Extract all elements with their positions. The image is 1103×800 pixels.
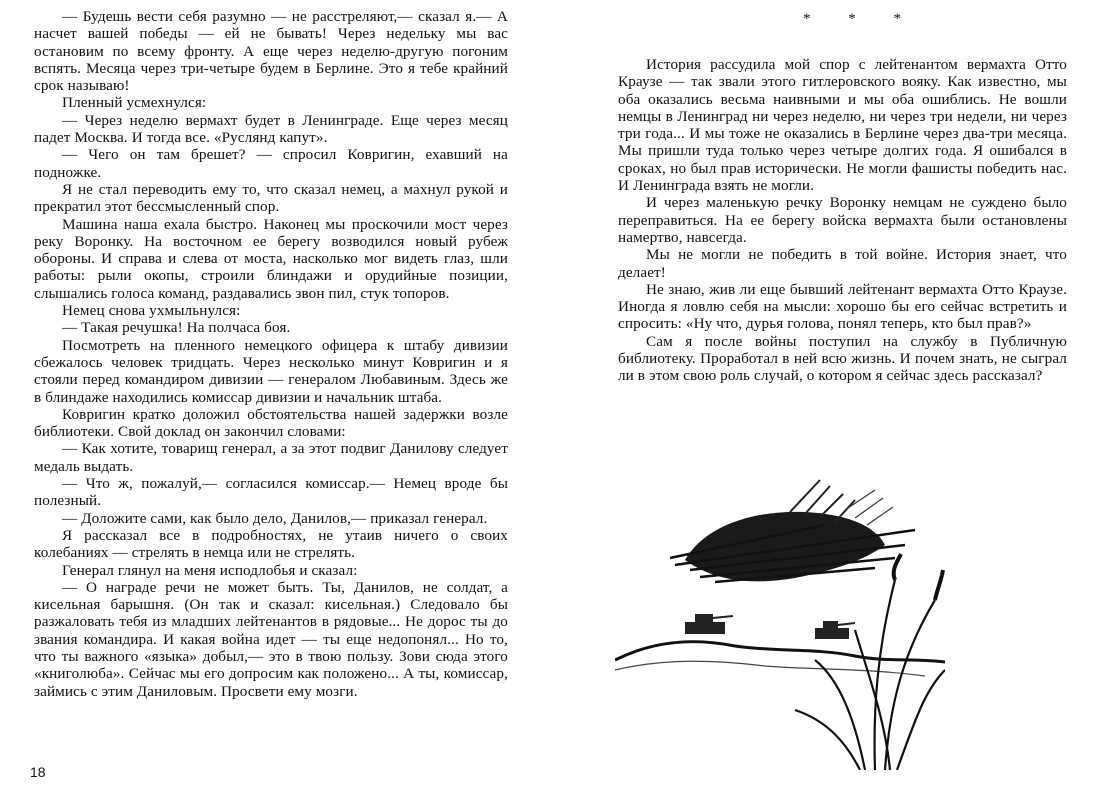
paragraph: Немец снова ухмыльнулся: <box>62 302 241 320</box>
paragraph: Ковригин кратко доложил обстоятельства нашей задержки возле библиотеки. Свой доклад он закончил словами: <box>34 405 508 441</box>
right-page <box>555 0 1103 800</box>
paragraph: Не знаю, жив ли еще бывший лейтенант вермахта Отто Краузе. Иногда я ловлю себя на мысли: хорошо бы его сейчас встретить и спросить: «Ну что, дурья голова, понял теперь, кто был прав?» <box>618 280 1067 333</box>
paragraph: Машина наша ехала быстро. Наконец мы проскочили мост через реку Воронку. На восточном ее берегу возводился новый рубеж обороны. И справа и слева от моста, насколько мог видеть глаз, шли работы: рыли окопы, строили блиндажи и орудийные позиции, слышались голоса команд, раздавались звон пил, стук топоров. <box>34 215 508 302</box>
paragraph: — О награде речи не может быть. Ты, Данилов, не солдат, а кисельная барышня. (Он так и сказал: кисельная.) Следовало бы разжаловать тебя из младших лейтенантов в рядовые... Не дорос ты до звания командира. И какая война идет — ты еще недопонял... Но то, что ты важного «языка» добыл,— это в твою пользу. Зови сюда этого «книголюба». Сейчас мы его допросим как положено... А ты, комиссар, займись с этим Даниловым. Просвети ему мозги. <box>34 578 508 700</box>
left-page-text <box>34 8 508 700</box>
battlefield-illustration <box>615 470 945 770</box>
paragraph: Я не стал переводить ему то, что сказал немец, а махнул рукой и прекратил этот бессмысленный спор. <box>34 180 508 216</box>
paragraph: История рассудила мой спор с лейтенантом вермахта Отто Краузе — так звали этого гитлеровского вояку. Как известно, мы оба оказались весьма наивными и мы оба ошиблись. Не вошли немцы в Ленинград ни через неделю, ни через три недели, ни через три года... И мы тоже не оказались в Берлине через два-три месяца. Мы пришли туда только через четыре долгих года. Я ошибался в сроках, но был прав исторически. Не могли фашисты победить нас. И Ленинграда взять не могли. <box>618 56 1067 195</box>
paragraph: Генерал глянул на меня исподлобья и сказал: <box>62 561 358 579</box>
reeds <box>795 580 945 770</box>
paragraph: — Что ж, пожалуй,— согласился комиссар.— Немец вроде бы полезный. <box>34 475 508 510</box>
paragraph: — Доложите сами, как было дело, Данилов,— приказал генерал. <box>62 509 488 527</box>
terrain-line <box>615 642 945 662</box>
paragraph: Пленный усмехнулся: <box>62 94 207 112</box>
paragraph: Сам я после войны поступил на службу в Публичную библиотеку. Проработал в ней всю жизнь. И почем знать, не сыграл ли в этом свою роль случай, о котором я сейчас здесь рассказал? <box>618 332 1067 385</box>
paragraph: Я рассказал все в подробностях, не утаив ничего о своих колебаниях — стрелять в немца или не стрелять. <box>34 526 508 562</box>
paragraph: Мы не могли не победить в той войне. История знает, что делает! <box>618 246 1067 281</box>
paragraph: — Будешь вести себя разумно — не расстреляют,— сказал я.— А насчет вашей победы — ей не бывать! Через недельку мы вас остановим по всему фронту. А еще через неделю-другую погоним вспять. Месяца через три-четыре будем в Берлине. Это я тебе крайний срок называю! <box>34 8 508 95</box>
page-number: 18 <box>30 764 46 780</box>
section-separator: * * * <box>803 11 918 27</box>
paragraph: Посмотреть на пленного немецкого офицера к штабу дивизии сбежалось человек тридцать. Через несколько минут Ковригин и я стояли перед командиром дивизии — генералом Любавиным. Здесь же в блиндаже находились комиссар дивизии и начальник штаба. <box>34 336 508 406</box>
right-page-text <box>618 56 1067 385</box>
left-page <box>0 0 545 800</box>
paragraph: И через маленькую речку Воронку немцам не суждено было переправиться. На ее берегу войска вермахта были остановлены намертво, навсегда. <box>618 194 1067 246</box>
tank-right <box>815 621 855 639</box>
tank-left <box>685 614 733 634</box>
paragraph: — Как хотите, товарищ генерал, а за этот подвиг Данилову следует медаль выдать. <box>34 440 508 475</box>
paragraph: — Такая речушка! На полчаса боя. <box>62 319 291 337</box>
paragraph: — Чего он там брешет? — спросил Ковригин, ехавший на подножке. <box>34 146 508 181</box>
paragraph: — Через неделю вермахт будет в Ленинграде. Еще через месяц падет Москва. И тогда все. «Руслянд капут». <box>34 111 508 147</box>
